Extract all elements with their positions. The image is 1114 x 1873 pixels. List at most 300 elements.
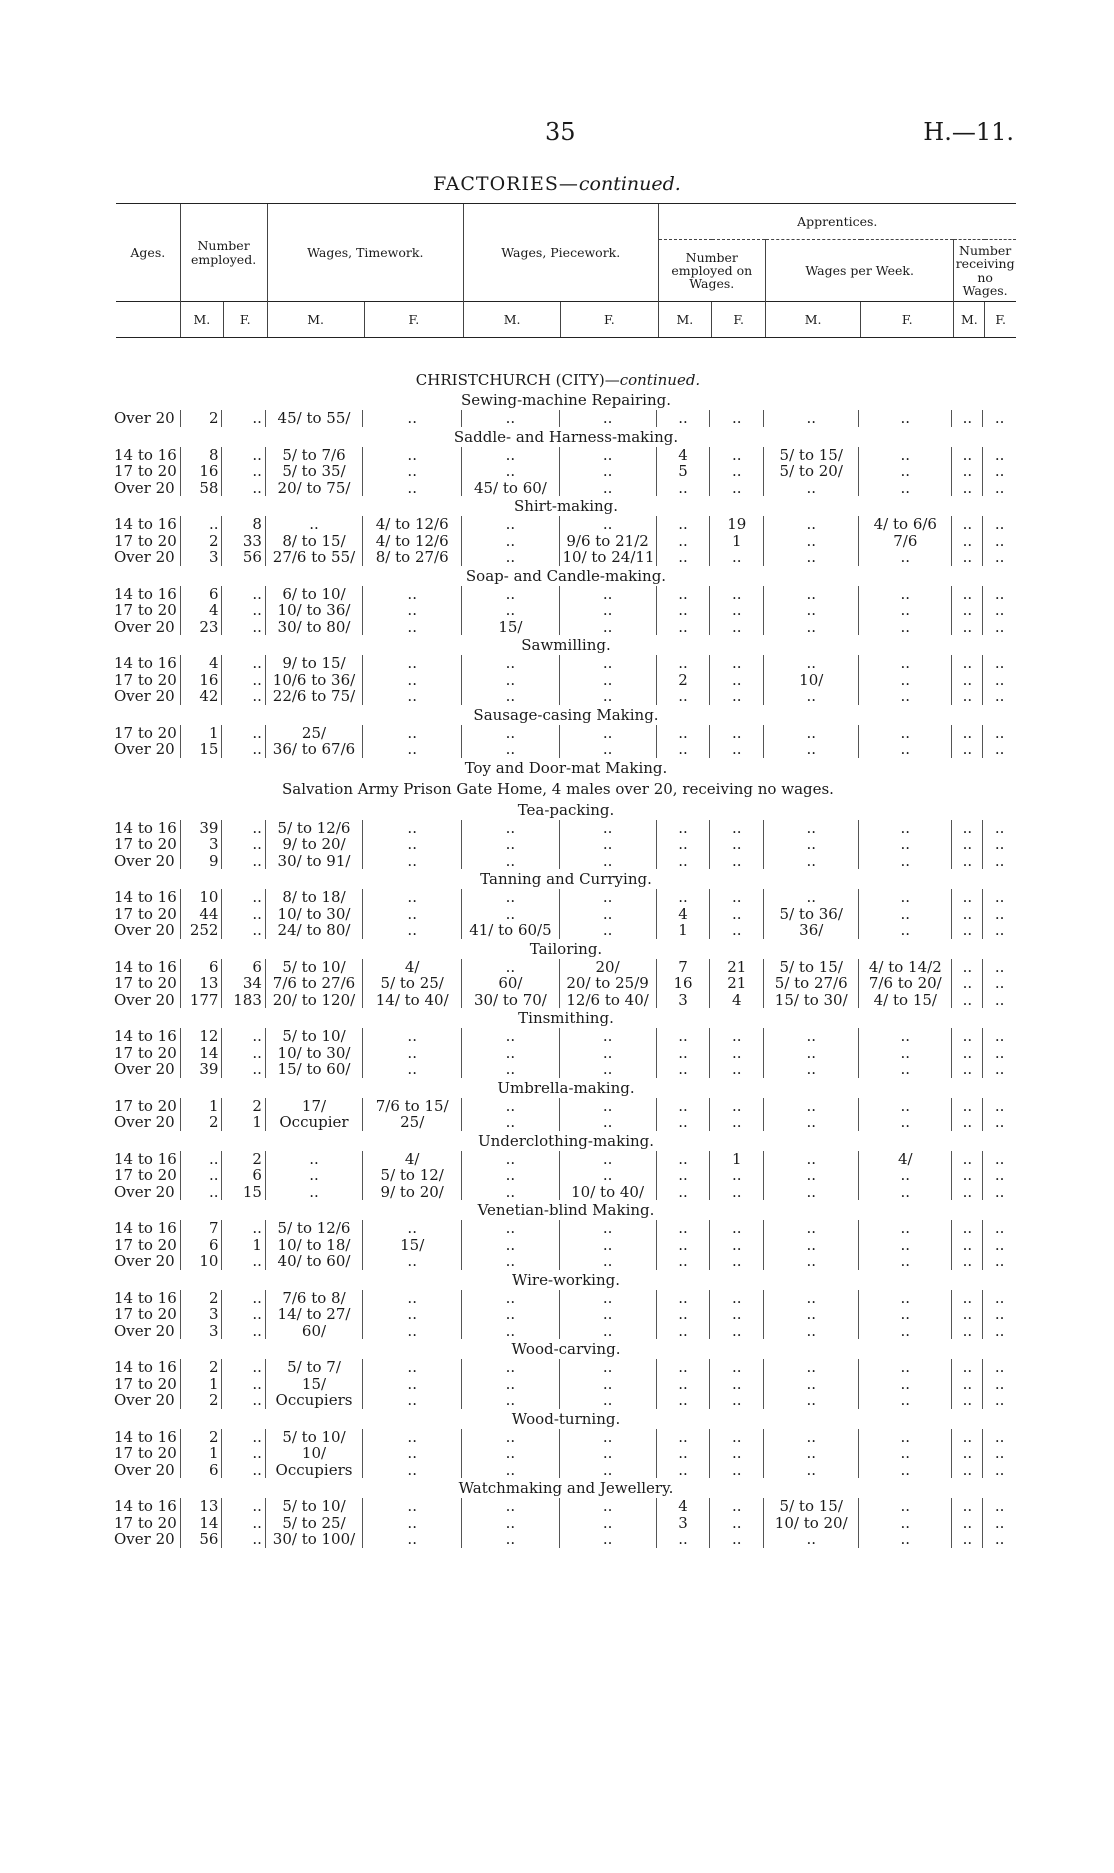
table-row <box>100 619 1016 636</box>
value-cell: .. <box>462 959 559 976</box>
value-cell: .. <box>559 447 656 464</box>
age-cell: 17 to 20 <box>114 1236 177 1253</box>
value-cell: .. <box>462 533 559 550</box>
value-cell: .. <box>952 516 983 533</box>
age-cell: Over 20 <box>114 1114 175 1131</box>
value-cell: .. <box>764 1306 859 1323</box>
value-cell: 8 <box>222 516 265 533</box>
industry-section <box>100 1078 1016 1131</box>
value-cell: .. <box>710 602 764 619</box>
value-cell: .. <box>462 1498 559 1515</box>
table-row <box>100 516 1016 533</box>
value-cell: .. <box>462 1061 559 1078</box>
value-cell: .. <box>363 725 462 742</box>
age-cell: 17 to 20 <box>114 1097 177 1114</box>
value-cell: .. <box>559 853 656 870</box>
value-cell: .. <box>222 1376 265 1393</box>
value-cell: .. <box>363 1462 462 1479</box>
age-cell: 14 to 16 <box>114 1428 177 1445</box>
value-cell: 10/ to 36/ <box>265 602 362 619</box>
value-cell: 3 <box>656 1515 710 1532</box>
value-cell: 2 <box>181 410 222 427</box>
value-cell: .. <box>710 1531 764 1548</box>
value-cell: 40/ to 60/ <box>265 1253 362 1270</box>
page-title <box>0 173 1114 195</box>
value-cell: .. <box>983 1462 1016 1479</box>
value-cell: 6 <box>222 1167 265 1184</box>
value-cell: .. <box>710 1445 764 1462</box>
value-cell: .. <box>764 1359 859 1376</box>
age-cell: 17 to 20 <box>114 1044 177 1061</box>
industry-section <box>100 566 1016 636</box>
value-cell: .. <box>952 549 983 566</box>
value-cell: .. <box>859 480 952 497</box>
value-cell: .. <box>859 1306 952 1323</box>
value-cell: .. <box>656 1429 710 1446</box>
value-cell: 7 <box>656 959 710 976</box>
value-cell: .. <box>462 463 559 480</box>
table-row <box>100 549 1016 566</box>
value-cell: .. <box>559 1306 656 1323</box>
value-cell: .. <box>952 1445 983 1462</box>
value-cell: 252 <box>181 922 222 939</box>
table-row <box>100 1429 1016 1446</box>
value-cell: .. <box>983 853 1016 870</box>
value-cell: .. <box>983 1114 1016 1131</box>
value-cell: .. <box>952 922 983 939</box>
value-cell: .. <box>952 1184 983 1201</box>
value-cell: .. <box>764 1114 859 1131</box>
industry-section <box>100 1478 1016 1548</box>
value-cell: .. <box>559 672 656 689</box>
value-cell: .. <box>710 586 764 603</box>
value-cell: .. <box>859 741 952 758</box>
value-cell: .. <box>559 480 656 497</box>
value-cell: .. <box>559 1045 656 1062</box>
industry-heading: Soap- and Candle-making. <box>465 566 667 585</box>
value-cell: .. <box>559 410 656 427</box>
value-cell: .. <box>656 688 710 705</box>
value-cell: .. <box>952 619 983 636</box>
industry-heading: Sewing-machine Repairing. <box>461 391 671 409</box>
industry-section <box>100 635 1016 705</box>
value-cell: 1 <box>181 1098 222 1115</box>
value-cell: 4/ to 12/6 <box>363 516 462 533</box>
value-cell: .. <box>222 725 265 742</box>
value-cell: 3 <box>181 836 222 853</box>
value-cell: 15/ <box>265 1376 362 1393</box>
table-row <box>100 922 1016 939</box>
age-cell: Over 20 <box>114 549 175 566</box>
value-cell: 15/ <box>363 1237 462 1254</box>
value-cell: 1 <box>222 1114 265 1131</box>
value-cell: .. <box>983 1392 1016 1409</box>
value-cell: .. <box>265 1167 362 1184</box>
value-cell: .. <box>710 889 764 906</box>
table-row <box>100 975 1016 992</box>
age-cell: 14 to 16 <box>114 1289 177 1306</box>
value-cell: .. <box>859 672 952 689</box>
age-cell: 17 to 20 <box>114 1445 177 1462</box>
value-cell: .. <box>710 836 764 853</box>
value-cell: .. <box>952 1462 983 1479</box>
industry-section <box>100 869 1016 939</box>
header-appr-wages: Wages per Week. <box>766 240 954 302</box>
value-cell: .. <box>462 1462 559 1479</box>
table-row <box>100 992 1016 1009</box>
value-cell: .. <box>710 1376 764 1393</box>
industry-table <box>100 725 1016 758</box>
header-wages-timework: Wages, Timework. <box>267 204 464 302</box>
value-cell: .. <box>222 602 265 619</box>
value-cell: .. <box>363 1515 462 1532</box>
table-row <box>100 1237 1016 1254</box>
value-cell: .. <box>656 655 710 672</box>
value-cell: 5/ to 27/6 <box>764 975 859 992</box>
value-cell: .. <box>462 1376 559 1393</box>
header-number-employed: Number employed. <box>180 204 267 302</box>
value-cell: .. <box>710 1098 764 1115</box>
value-cell: 9 <box>181 853 222 870</box>
value-cell: .. <box>363 1028 462 1045</box>
industry-table <box>100 516 1016 566</box>
age-cell: 14 to 16 <box>114 585 177 602</box>
value-cell: .. <box>859 906 952 923</box>
value-cell: .. <box>656 1306 710 1323</box>
value-cell: 1 <box>710 1151 764 1168</box>
value-cell: .. <box>983 959 1016 976</box>
value-cell: 27/6 to 55/ <box>265 549 362 566</box>
value-cell: .. <box>462 1323 559 1340</box>
value-cell: .. <box>764 1028 859 1045</box>
title-continued: continued. <box>578 173 681 195</box>
value-cell: .. <box>710 922 764 939</box>
value-cell: 22/6 to 75/ <box>265 688 362 705</box>
value-cell: .. <box>559 1498 656 1515</box>
value-cell: .. <box>559 516 656 533</box>
value-cell: 5/ to 12/6 <box>265 1220 362 1237</box>
value-cell: .. <box>983 906 1016 923</box>
value-cell: .. <box>656 602 710 619</box>
value-cell: .. <box>656 1359 710 1376</box>
value-cell: .. <box>983 1167 1016 1184</box>
value-cell: .. <box>462 906 559 923</box>
age-cell: 17 to 20 <box>114 1375 177 1392</box>
industry-section <box>100 1200 1016 1270</box>
value-cell: .. <box>363 463 462 480</box>
table-row <box>100 889 1016 906</box>
value-cell: 8/ to 18/ <box>265 889 362 906</box>
industry-section <box>100 705 1016 758</box>
value-cell: 15 <box>181 741 222 758</box>
value-cell: .. <box>983 688 1016 705</box>
value-cell: 1 <box>222 1237 265 1254</box>
value-cell: .. <box>363 688 462 705</box>
value-cell: .. <box>710 1114 764 1131</box>
value-cell: .. <box>952 889 983 906</box>
value-cell: .. <box>265 1184 362 1201</box>
value-cell: 4/ to 14/2 <box>859 959 952 976</box>
value-cell: 5/ to 7/ <box>265 1359 362 1376</box>
value-cell: 19 <box>710 516 764 533</box>
value-cell: .. <box>983 602 1016 619</box>
value-cell: .. <box>462 1429 559 1446</box>
value-cell: .. <box>983 1237 1016 1254</box>
value-cell: .. <box>983 672 1016 689</box>
industry-section <box>100 1008 1016 1078</box>
value-cell: .. <box>656 820 710 837</box>
value-cell: .. <box>462 853 559 870</box>
table-body <box>100 370 1016 1548</box>
age-cell: Over 20 <box>114 741 175 758</box>
value-cell: .. <box>710 1045 764 1062</box>
value-cell: .. <box>859 922 952 939</box>
value-cell: .. <box>363 619 462 636</box>
value-cell: 5/ to 15/ <box>764 959 859 976</box>
value-cell: .. <box>222 1220 265 1237</box>
age-cell: 14 to 16 <box>114 1359 177 1376</box>
value-cell: 6 <box>181 959 222 976</box>
value-cell: 7/6 to 8/ <box>265 1290 362 1307</box>
value-cell: .. <box>559 1445 656 1462</box>
value-cell: .. <box>222 410 265 427</box>
age-cell: 17 to 20 <box>114 975 177 992</box>
value-cell: .. <box>859 1376 952 1393</box>
value-cell: .. <box>983 1045 1016 1062</box>
value-cell: 13 <box>181 1498 222 1515</box>
value-cell: .. <box>363 1392 462 1409</box>
value-cell: .. <box>559 820 656 837</box>
value-cell: .. <box>462 741 559 758</box>
value-cell: .. <box>952 836 983 853</box>
age-cell: Over 20 <box>114 852 175 869</box>
value-cell: .. <box>764 410 859 427</box>
value-cell: 60/ <box>462 975 559 992</box>
table-row <box>100 1028 1016 1045</box>
value-cell: .. <box>462 586 559 603</box>
value-cell: .. <box>983 1184 1016 1201</box>
value-cell: .. <box>859 853 952 870</box>
industry-heading: Tailoring. <box>529 939 603 958</box>
value-cell: .. <box>859 1220 952 1237</box>
value-cell: .. <box>363 1359 462 1376</box>
industry-heading: Wire-working. <box>511 1270 621 1289</box>
value-cell: .. <box>462 889 559 906</box>
value-cell: .. <box>859 889 952 906</box>
value-cell: 3 <box>181 549 222 566</box>
header-ages: Ages. <box>116 204 180 302</box>
value-cell: 2 <box>181 1392 222 1409</box>
value-cell: .. <box>859 1323 952 1340</box>
value-cell: .. <box>859 1531 952 1548</box>
value-cell: .. <box>656 1462 710 1479</box>
value-cell: 3 <box>181 1306 222 1323</box>
value-cell: .. <box>462 1151 559 1168</box>
value-cell: 39 <box>181 820 222 837</box>
value-cell: .. <box>559 1429 656 1446</box>
value-cell: .. <box>859 619 952 636</box>
value-cell: 12/6 to 40/ <box>559 992 656 1009</box>
value-cell: .. <box>462 602 559 619</box>
value-cell: .. <box>983 619 1016 636</box>
value-cell: 5/ to 35/ <box>265 463 362 480</box>
value-cell: 39 <box>181 1061 222 1078</box>
value-cell: .. <box>656 1167 710 1184</box>
industry-section <box>100 1131 1016 1201</box>
value-cell: 1 <box>656 922 710 939</box>
value-cell: .. <box>859 1392 952 1409</box>
value-cell: .. <box>181 516 222 533</box>
value-cell: 4/ to 15/ <box>859 992 952 1009</box>
table-row <box>100 1392 1016 1409</box>
value-cell: .. <box>859 820 952 837</box>
table-row <box>100 1462 1016 1479</box>
value-cell: .. <box>222 1462 265 1479</box>
value-cell: .. <box>222 447 265 464</box>
age-cell: 17 to 20 <box>114 724 177 741</box>
industry-heading: Wood-carving. <box>511 1340 621 1358</box>
value-cell: .. <box>952 463 983 480</box>
value-cell: .. <box>656 619 710 636</box>
value-cell: 21 <box>710 959 764 976</box>
value-cell: .. <box>462 1290 559 1307</box>
header-m: M. <box>180 302 223 338</box>
value-cell: .. <box>952 1237 983 1254</box>
value-cell: .. <box>952 688 983 705</box>
value-cell: 4 <box>656 447 710 464</box>
value-cell: .. <box>710 619 764 636</box>
value-cell: .. <box>859 1445 952 1462</box>
table-row <box>100 1445 1016 1462</box>
value-cell: .. <box>222 1531 265 1548</box>
value-cell: .. <box>222 1515 265 1532</box>
value-cell: .. <box>983 1290 1016 1307</box>
value-cell: 7 <box>181 1220 222 1237</box>
value-cell: .. <box>656 1445 710 1462</box>
industry-table <box>100 1151 1016 1201</box>
value-cell: .. <box>363 655 462 672</box>
age-cell: 14 to 16 <box>114 1498 177 1515</box>
value-cell: 9/ to 20/ <box>363 1184 462 1201</box>
value-cell: 15/ <box>462 619 559 636</box>
value-cell: .. <box>710 1306 764 1323</box>
value-cell: 5/ to 36/ <box>764 906 859 923</box>
industry-heading: Venetian-blind Making. <box>477 1201 655 1219</box>
value-cell: .. <box>363 1253 462 1270</box>
value-cell: .. <box>764 1531 859 1548</box>
industry-heading: Sausage-casing Making. <box>473 705 659 724</box>
value-cell: .. <box>363 1220 462 1237</box>
table-row <box>100 1498 1016 1515</box>
value-cell: .. <box>559 1220 656 1237</box>
value-cell: 2 <box>181 1359 222 1376</box>
value-cell: .. <box>559 725 656 742</box>
value-cell: 4/ <box>363 1151 462 1168</box>
value-cell: .. <box>462 725 559 742</box>
value-cell: .. <box>710 1429 764 1446</box>
value-cell: .. <box>859 1184 952 1201</box>
table-row <box>100 655 1016 672</box>
value-cell: .. <box>222 1061 265 1078</box>
value-cell: .. <box>764 836 859 853</box>
value-cell: .. <box>656 836 710 853</box>
value-cell: .. <box>462 1531 559 1548</box>
value-cell: .. <box>656 410 710 427</box>
table-row <box>100 1515 1016 1532</box>
age-cell: 17 to 20 <box>114 671 177 688</box>
value-cell: .. <box>462 1359 559 1376</box>
value-cell: .. <box>559 602 656 619</box>
value-cell: .. <box>952 655 983 672</box>
value-cell: 9/ to 20/ <box>265 836 362 853</box>
value-cell: .. <box>559 1098 656 1115</box>
value-cell: .. <box>764 1323 859 1340</box>
document-reference: H.—11. <box>923 118 1014 146</box>
age-cell: Over 20 <box>114 479 175 496</box>
value-cell: 5/ to 12/ <box>363 1167 462 1184</box>
value-cell: .. <box>559 1061 656 1078</box>
value-cell: 5/ to 15/ <box>764 447 859 464</box>
value-cell: .. <box>764 1184 859 1201</box>
value-cell: .. <box>363 447 462 464</box>
value-cell: .. <box>710 463 764 480</box>
industry-heading: Wood-turning. <box>511 1409 621 1428</box>
value-cell: .. <box>859 1253 952 1270</box>
value-cell: .. <box>859 1045 952 1062</box>
value-cell: 20/ to 120/ <box>265 992 362 1009</box>
value-cell: .. <box>363 672 462 689</box>
value-cell: .. <box>952 1498 983 1515</box>
table-row <box>100 1184 1016 1201</box>
value-cell: .. <box>952 1045 983 1062</box>
header-wages-piecework: Wages, Piecework. <box>464 204 658 302</box>
industry-table <box>100 889 1016 939</box>
value-cell: 2 <box>222 1098 265 1115</box>
industry-heading: Tanning and Currying. <box>480 870 652 888</box>
value-cell: .. <box>952 672 983 689</box>
value-cell: 7/6 <box>859 533 952 550</box>
value-cell: .. <box>859 549 952 566</box>
value-cell: .. <box>222 688 265 705</box>
value-cell: .. <box>222 922 265 939</box>
value-cell: 4 <box>181 602 222 619</box>
table-row <box>100 1531 1016 1548</box>
value-cell: .. <box>710 853 764 870</box>
value-cell: .. <box>764 1290 859 1307</box>
age-cell: 14 to 16 <box>114 655 177 672</box>
value-cell: 177 <box>181 992 222 1009</box>
value-cell: 8/ to 27/6 <box>363 549 462 566</box>
industry-table <box>100 1429 1016 1479</box>
value-cell: .. <box>952 725 983 742</box>
industry-section <box>100 390 1016 427</box>
table-row <box>100 602 1016 619</box>
value-cell: .. <box>710 1359 764 1376</box>
industry-section <box>100 800 1016 870</box>
table-row <box>100 1306 1016 1323</box>
value-cell: .. <box>952 447 983 464</box>
value-cell: .. <box>265 516 362 533</box>
value-cell: 4 <box>656 906 710 923</box>
value-cell: .. <box>710 741 764 758</box>
value-cell: .. <box>710 820 764 837</box>
value-cell: .. <box>952 959 983 976</box>
value-cell: .. <box>859 655 952 672</box>
value-cell: .. <box>764 889 859 906</box>
value-cell: 8 <box>181 447 222 464</box>
age-cell: Over 20 <box>114 688 175 705</box>
value-cell: .. <box>710 1184 764 1201</box>
